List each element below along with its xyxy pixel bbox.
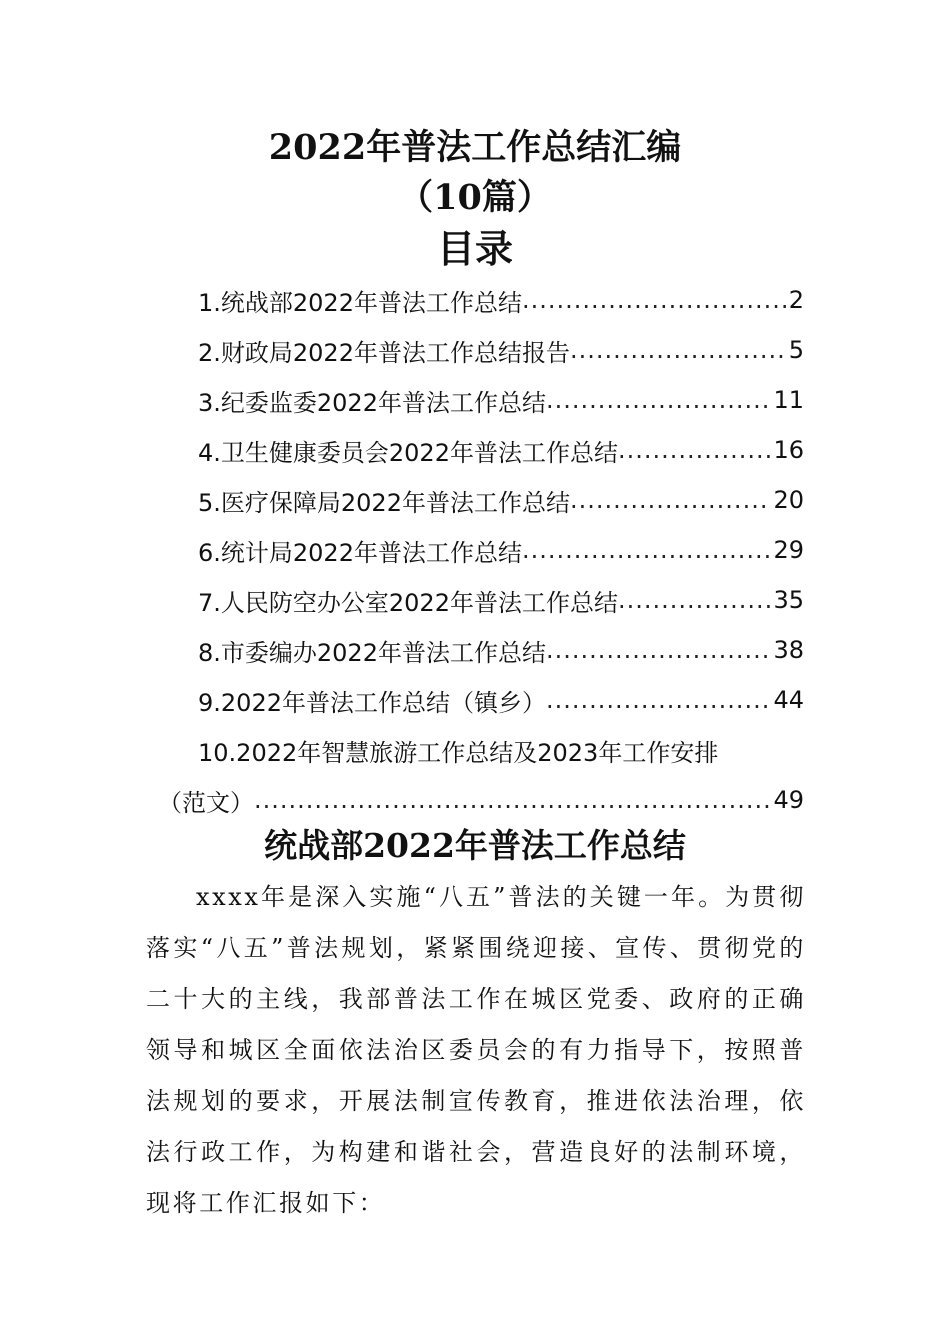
toc-page-number: 49 — [773, 786, 804, 814]
toc-leader-dots — [546, 386, 771, 414]
document-title: 2022年普法工作总结汇编 — [268, 127, 682, 168]
toc-page-number: 11 — [773, 386, 804, 414]
toc-entry-10-continued[interactable] — [158, 775, 804, 825]
toc-leader-dots — [522, 536, 771, 564]
toc-entry-title: 1.统战部2022年普法工作总结 — [198, 288, 522, 317]
toc-entry-title: 2.财政局2022年普法工作总结报告 — [198, 338, 570, 367]
toc-entry-10[interactable] — [198, 725, 804, 775]
toc-entry-title: 4.卫生健康委员会2022年普法工作总结 — [198, 438, 618, 467]
section-title: 统战部2022年普法工作总结 — [264, 826, 686, 865]
toc-entry-title: 3.纪委监委2022年普法工作总结 — [198, 388, 546, 417]
toc-leader-dots — [254, 786, 771, 814]
toc-entry-7[interactable] — [198, 575, 804, 625]
toc-entry-title: 5.医疗保障局2022年普法工作总结 — [198, 488, 570, 517]
toc-leader-dots — [522, 286, 787, 314]
toc-entry-2[interactable] — [198, 325, 804, 375]
toc-entry-8[interactable] — [198, 625, 804, 675]
toc-leader-dots — [546, 686, 771, 714]
toc-page-number: 5 — [788, 336, 804, 364]
toc-page-number: 2 — [788, 286, 804, 314]
toc-entry-title: 7.人民防空办公室2022年普法工作总结 — [198, 588, 618, 617]
toc-page-number: 29 — [773, 536, 804, 564]
toc-entry-title: 9.2022年普法工作总结（镇乡） — [198, 688, 546, 717]
toc-entry-6[interactable] — [198, 525, 804, 575]
toc-entry-1[interactable] — [198, 275, 804, 325]
toc-entry-title-continued: （范文） — [158, 788, 254, 817]
toc-heading: 目录 — [436, 226, 513, 271]
toc-entry-title: 8.市委编办2022年普法工作总结 — [198, 638, 546, 667]
toc-entry-3[interactable] — [198, 375, 804, 425]
toc-page-number: 38 — [773, 636, 804, 664]
toc-entry-9[interactable] — [198, 675, 804, 725]
toc-entry-5[interactable] — [198, 475, 804, 525]
toc-entry-4[interactable] — [198, 425, 804, 475]
toc-entry-title: 10.2022年智慧旅游工作总结及2023年工作安排 — [198, 738, 719, 767]
toc-page-number: 20 — [773, 486, 804, 514]
toc-page-number: 16 — [773, 436, 804, 464]
toc-leader-dots — [618, 586, 771, 614]
toc-page-number: 35 — [773, 586, 804, 614]
toc-entry-title: 6.统计局2022年普法工作总结 — [198, 538, 522, 567]
document-subtitle: （10篇） — [398, 177, 552, 218]
toc-leader-dots — [570, 336, 787, 364]
toc-leader-dots — [546, 636, 771, 664]
toc-leader-dots — [618, 436, 771, 464]
body-paragraph: xxxx年是深入实施“八五”普法的关键一年。为贯彻落实“八五”普法规划，紧紧围绕迎接、宣传、贯彻党的二十大的主线，我部普法工作在城区党委、政府的正确领导和城区全面依法治区委员会的有力指导下，按照普法规划的要求，开展法制宣传教育，推进依法治理，依法行政工作，为构建和谐社会，营造良好的法制环境，现将工作汇报如下： — [146, 883, 806, 1217]
toc-leader-dots — [570, 486, 771, 514]
toc-page-number: 44 — [773, 686, 804, 714]
